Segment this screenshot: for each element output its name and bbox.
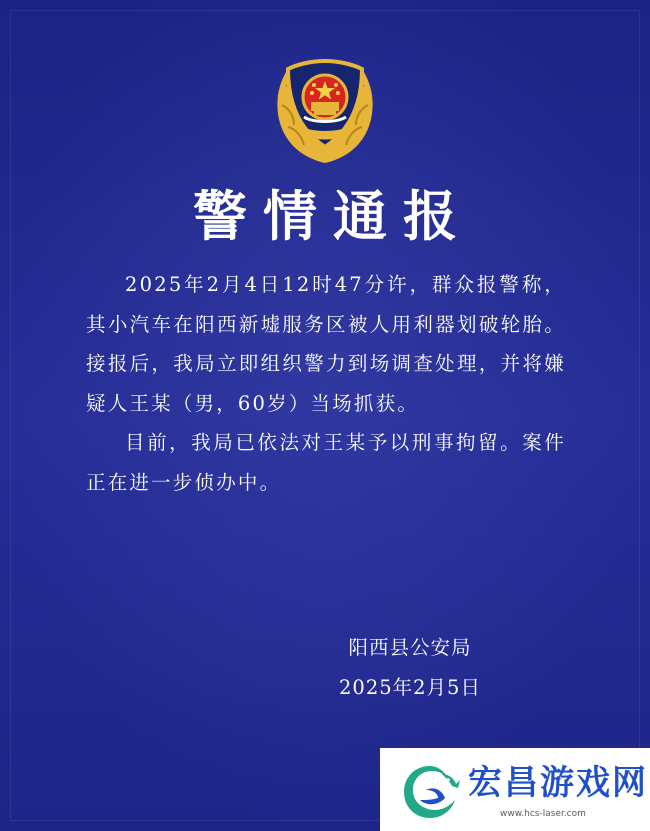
notice-body [86,265,566,502]
dragon-logo-icon [398,760,462,824]
notice-signature [300,628,520,708]
site-watermark [380,748,650,831]
police-emblem-icon [270,55,380,167]
issuer-name: 阳西县公安局 [348,636,472,659]
notice-paragraph: 目前，我局已依法对王某予以刑事拘留。案件正在进一步侦办中。 [86,431,566,494]
notice-paragraph: 2025年2月4日12时47分许，群众报警称，其小汽车在阳西新墟服务区被人用利器划破轮胎。接报后，我局立即组织警力到场调查处理，并将嫌疑人王某（男，60岁）当场抓获。 [86,273,566,415]
notice-title: 警情通报 [193,185,473,248]
issue-date: 2025年2月5日 [339,676,481,699]
watermark-site-name: 宏昌游戏网 [468,763,648,803]
watermark-site-url: www.hcs-laser.com [500,809,586,819]
